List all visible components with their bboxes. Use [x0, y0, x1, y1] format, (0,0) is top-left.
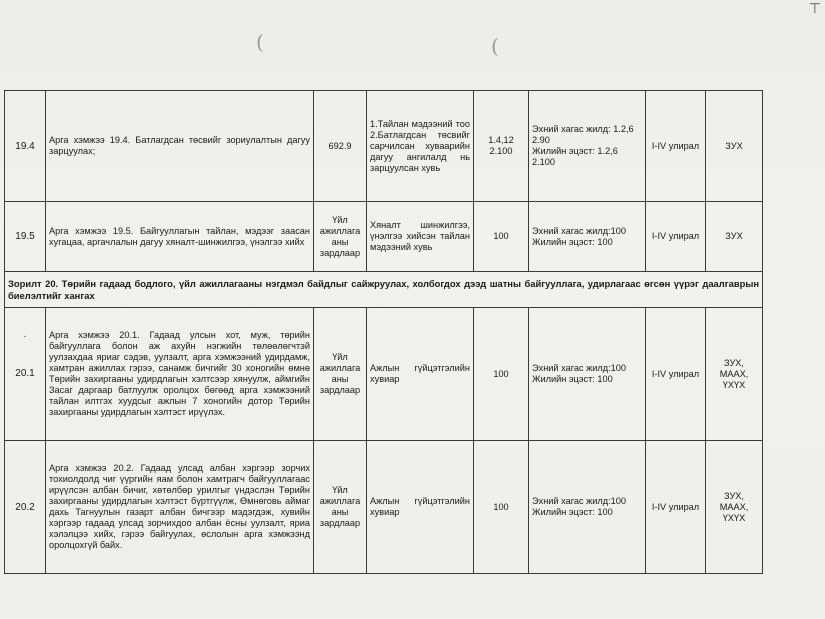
row-number: 19.5 — [5, 202, 46, 272]
implementation-term: I-IV улирал — [646, 202, 706, 272]
row-number: 19.4 — [5, 91, 46, 202]
implementation-term: I-IV улирал — [646, 91, 706, 202]
table-row — [5, 441, 763, 574]
performance-indicator: Хяналт шинжилгээ, үнэлгээ хийсэн тайлан мэдээний хувь — [367, 202, 474, 272]
hole-punch-mark-right: ( — [491, 34, 499, 58]
baseline-level: 100 — [474, 308, 529, 441]
responsible-unit: ЗУХ, МААХ, ҮХҮХ — [706, 441, 763, 574]
funding-basis: Үйл ажиллага аны зардлаар — [314, 441, 367, 574]
baseline-level: 1.4,12 2.100 — [474, 91, 529, 202]
action-description: Арга хэмжээ 19.4. Батлагдсан төсвийг зориулалтын дагуу зарцуулах; — [46, 91, 314, 202]
action-description: Арга хэмжээ 20.2. Гадаад улсад албан хэргээр зорчих тохиолдолд чиг үүргийн яам болон хамтрагч байгууллагаас ирүүлсэн албан бичиг, хөтөлбөр урилгыг үндэслэн Төрийн захиргааны удирдлагын хэлтэст бүртгүүлж, Өмнөговь аймаг дахь Тагнуулын газарт албан бичгээр мэдэгдэж, хувийн хэргээр гадаад улсад зорчихдоо албан ёсны уулзалт, яриа хэлэлцээ хийх, гэрээ байгуулах, өслолын арга хэмжээнд оролцохгүй байх. — [46, 441, 314, 574]
action-plan-table — [4, 90, 763, 574]
action-description: Арга хэмжээ 20.1. Гадаад улсын хот, муж, төрийн байгууллага болон аж ахуйн нэгжийн төлөөлөгчтэй уулзахдаа яриаг сэдэв, уулзалт, арга хэмжээний удирдамж, хамтран ажиллах гэрээ, санамж бичгийг 30 хоногийн өмнө Төрийн захиргааны удирдлагын хэлтсээр хянуулж, аймгийн Засаг даргаар батлуулж оролцох бөгөөд арга хэмжээний тайлан илтгэх хуудсыг ажлын 7 хоногийн дотор Төрийн захиргааны удирдлагын хэлтэст ирүүлэх. — [46, 308, 314, 441]
table-row — [5, 91, 763, 202]
goal-heading: Зорилт 20. Төрийн гадаад бодлого, үйл ажиллагааны нэгдмэл байдлыг сайжруулах, холбогдох дээд шатны байгууллага, удирлагаас өгсөн үүрэг даалгаврын биелэлтийг хангах — [5, 272, 763, 308]
performance-indicator: 1.Тайлан мэдээний тоо 2.Батлагдсан төсвийг сарчилсан хуваарийн дагуу ангилалд нь зарцуулсан хувь — [367, 91, 474, 202]
stray-mark: . — [23, 329, 27, 340]
action-description: Арга хэмжээ 19.5. Байгууллагын тайлан, мэдээг заасан хугацаа, аргачлалын дагуу хяналт-шинжилгээ, үнэлгээ хийх — [46, 202, 314, 272]
baseline-level: 100 — [474, 441, 529, 574]
responsible-unit: ЗУХ — [706, 202, 763, 272]
goal-row — [5, 272, 763, 308]
funding-basis: Үйл ажиллага аны зардлаар — [314, 202, 367, 272]
performance-indicator: Ажлын гүйцэтгэлийн хувиар — [367, 308, 474, 441]
responsible-unit: ЗУХ — [706, 91, 763, 202]
responsible-unit: ЗУХ, МААХ, ҮХҮХ — [706, 308, 763, 441]
table-row — [5, 202, 763, 272]
row-number-cell — [5, 308, 46, 441]
row-number: 20.2 — [5, 441, 46, 574]
target-level: Эхний хагас жилд:100 Жилийн эцэст: 100 — [529, 441, 646, 574]
funding-basis: 692.9 — [314, 91, 367, 202]
corner-mark: ⊤ — [808, 0, 821, 16]
target-level: Эхний хагас жилд:100 Жилийн эцэст: 100 — [529, 202, 646, 272]
funding-basis: Үйл ажиллага аны зардлаар — [314, 308, 367, 441]
implementation-term: I-IV улирал — [646, 308, 706, 441]
baseline-level: 100 — [474, 202, 529, 272]
row-number: 20.1 — [15, 368, 35, 379]
target-level: Эхний хагас жилд:100 Жилийн эцэст: 100 — [529, 308, 646, 441]
target-level: Эхний хагас жилд: 1.2,6 2.90 Жилийн эцэст: 1.2,6 2.100 — [529, 91, 646, 202]
performance-indicator: Ажлын гүйцэтгэлийн хувиар — [367, 441, 474, 574]
table-row — [5, 308, 763, 441]
hole-punch-mark-left: ( — [256, 30, 264, 54]
implementation-term: I-IV улирал — [646, 441, 706, 574]
